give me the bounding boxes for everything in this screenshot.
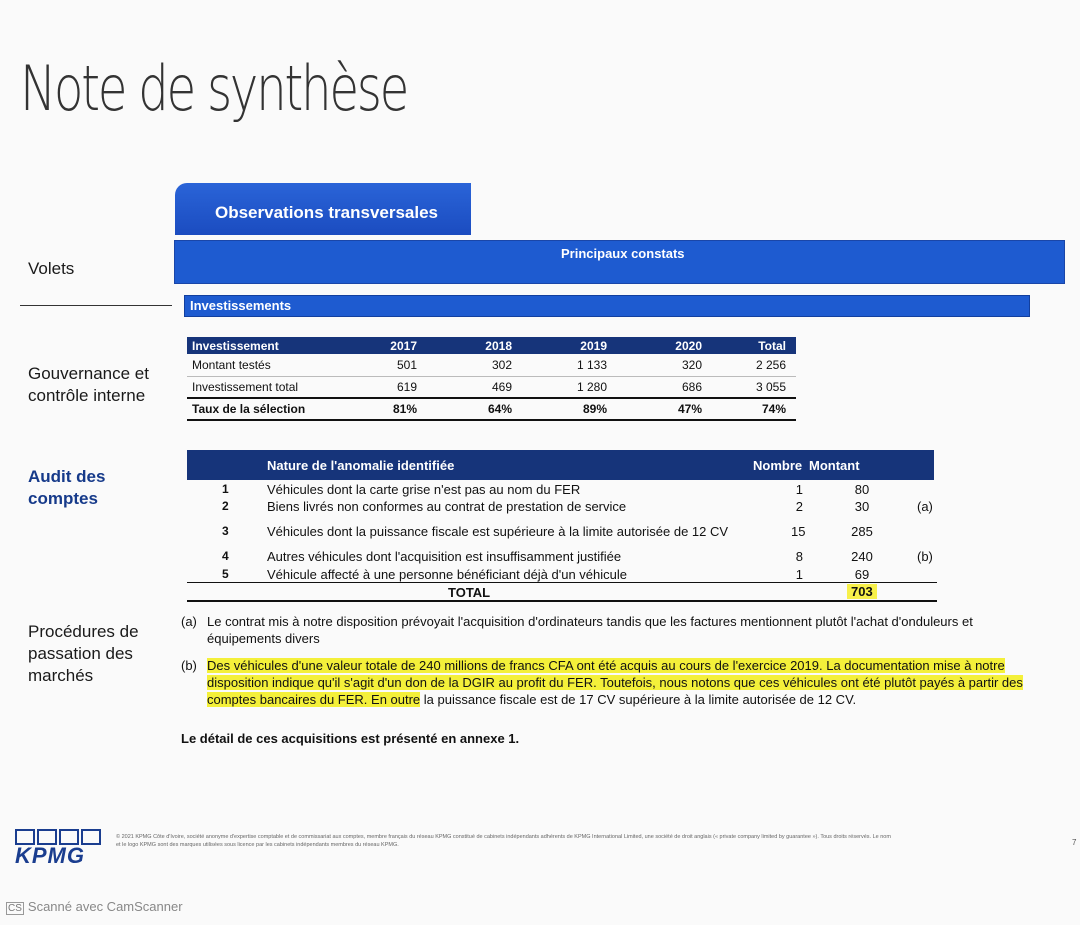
- table-row: [187, 499, 937, 517]
- table-row: [187, 549, 937, 567]
- column-header: Total: [712, 337, 796, 354]
- row-number: 4: [222, 549, 229, 563]
- table-cell: 47%: [617, 398, 712, 420]
- row-montant: 80: [854, 482, 870, 497]
- row-number: 2: [222, 499, 229, 513]
- column-header: 2018: [427, 337, 522, 354]
- table-cell: 89%: [522, 398, 617, 420]
- table-header-row: [187, 337, 796, 354]
- row-montant: 285: [851, 524, 873, 539]
- row-label: Véhicules dont la carte grise n'est pas au nom du FER: [267, 482, 581, 497]
- left-label-line: Procédures de: [28, 622, 139, 641]
- left-label-line: Gouvernance et: [28, 364, 149, 383]
- table-cell: Taux de la sélection: [187, 398, 347, 420]
- anomaly-total-row: [187, 582, 937, 602]
- note-b-text: [207, 657, 1037, 708]
- page-title: Note de synthèse: [20, 52, 408, 125]
- row-number: 5: [222, 567, 229, 581]
- column-header-montant: Montant: [809, 458, 860, 473]
- total-label: TOTAL: [448, 585, 491, 600]
- left-label-line: comptes: [28, 489, 98, 508]
- table-row-total: [187, 398, 796, 420]
- row-label: Véhicule affecté à une personne bénéficiant déjà d'un véhicule: [267, 567, 628, 582]
- row-nombre: 1: [795, 482, 803, 497]
- observations-tab: [175, 183, 471, 235]
- row-note: (b): [917, 549, 933, 564]
- column-header: Investissement: [187, 337, 347, 354]
- table-cell: 469: [427, 376, 522, 398]
- row-montant: 240: [851, 549, 873, 564]
- row-note: (a): [917, 499, 933, 514]
- row-nombre: 15: [791, 524, 806, 539]
- note-b-tag: (b): [181, 658, 197, 673]
- left-label-procedures: [28, 621, 139, 687]
- left-label-volets: Volets: [28, 259, 75, 278]
- row-label: Autres véhicules dont l'acquisition est insuffisamment justifiée: [267, 549, 622, 564]
- note-a-text: Le contrat mis à notre disposition prévoyait l'acquisition d'ordinateurs tandis que les factures mentionnent plutôt l'achat d'onduleurs et équipements divers: [207, 614, 973, 646]
- left-divider: [20, 305, 172, 306]
- row-label: Véhicules dont la puissance fiscale est supérieure à la limite autorisée de 12 CV: [267, 524, 729, 539]
- investissements-header: [184, 295, 1030, 317]
- left-label-audit: [28, 466, 105, 510]
- constats-header: [174, 240, 1065, 284]
- investissements-header-label: Investissements: [190, 298, 292, 313]
- camscanner-icon: CS: [8, 903, 22, 914]
- row-nombre: 2: [795, 499, 803, 514]
- table-cell: 64%: [427, 398, 522, 420]
- table-cell: 501: [347, 354, 427, 376]
- row-montant: 30: [854, 499, 870, 514]
- table-row: [187, 524, 937, 542]
- left-label-gouvernance: [28, 363, 149, 407]
- table-cell: 320: [617, 354, 712, 376]
- column-header: 2019: [522, 337, 617, 354]
- scanner-label: Scanné avec CamScanner: [27, 899, 183, 914]
- table-cell: 1 280: [522, 376, 617, 398]
- table-cell: 1 133: [522, 354, 617, 376]
- column-header-nombre: Nombre: [753, 458, 803, 473]
- note-b-highlight: Des véhicules d'une valeur totale de 240 millions de francs CFA ont été acquis au cours de l'exercice 2019. La documentation mise à notre disposition indique qu'il s'agit d'un don de la DGIR au profit du FER. Toutefois, nous notons que ces véhicules ont été plutôt payés à partir des comptes bancaires du FER. En outre: [207, 658, 1023, 707]
- table-cell: Investissement total: [187, 376, 347, 398]
- scanner-watermark: [6, 899, 183, 915]
- table-row: [187, 482, 937, 500]
- column-header-nature: Nature de l'anomalie identifiée: [267, 458, 455, 473]
- page-number: 7: [1072, 838, 1077, 847]
- row-nombre: 1: [795, 567, 803, 582]
- column-header: 2017: [347, 337, 427, 354]
- annex-note: Le détail de ces acquisitions est présenté en annexe 1.: [181, 731, 520, 746]
- logo-wordmark: KPMG: [15, 843, 85, 868]
- left-label-line: contrôle interne: [28, 386, 146, 405]
- row-montant: 69: [854, 567, 870, 582]
- row-number: 3: [222, 524, 229, 538]
- left-label-line: marchés: [28, 666, 94, 685]
- note-a-tag: (a): [181, 614, 197, 629]
- constats-header-label: Principaux constats: [561, 246, 685, 261]
- table-cell: Montant testés: [187, 354, 347, 376]
- table-cell: 2 256: [712, 354, 796, 376]
- row-nombre: 8: [795, 549, 803, 564]
- column-header: 2020: [617, 337, 712, 354]
- table-cell: 619: [347, 376, 427, 398]
- total-value: 703: [847, 584, 877, 599]
- table-cell: 74%: [712, 398, 796, 420]
- row-label: Biens livrés non conformes au contrat de prestation de service: [267, 499, 627, 514]
- table-cell: 686: [617, 376, 712, 398]
- left-label-line: Audit des: [28, 467, 106, 486]
- table-cell: 302: [427, 354, 522, 376]
- anomaly-table-header: [187, 450, 934, 480]
- table-cell: 81%: [347, 398, 427, 420]
- footer-fine-print: © 2021 KPMG Côte d'Ivoire, société anonyme d'expertise comptable et de commissariat aux comptes, membre français du réseau KPMG constitué de cabinets indépendants adhérents de KPMG International Limited, une société de droit anglais (« private company limited by guarantee »). Tous droits réservés. Le nom et le logo KPMG sont des marques utilisées sous licence par les cabinets indépendants membres du réseau KPMG.: [116, 834, 891, 848]
- observations-tab-label: Observations transversales: [215, 203, 439, 222]
- table-row: [187, 354, 796, 376]
- kpmg-logo: [15, 829, 101, 868]
- table-row: [187, 376, 796, 398]
- investment-table: [187, 337, 796, 421]
- note-b-rest: la puissance fiscale est de 17 CV supérieure à la limite autorisée de 12 CV.: [420, 692, 857, 707]
- left-label-line: passation des: [28, 644, 133, 663]
- table-cell: 3 055: [712, 376, 796, 398]
- row-number: 1: [222, 482, 229, 496]
